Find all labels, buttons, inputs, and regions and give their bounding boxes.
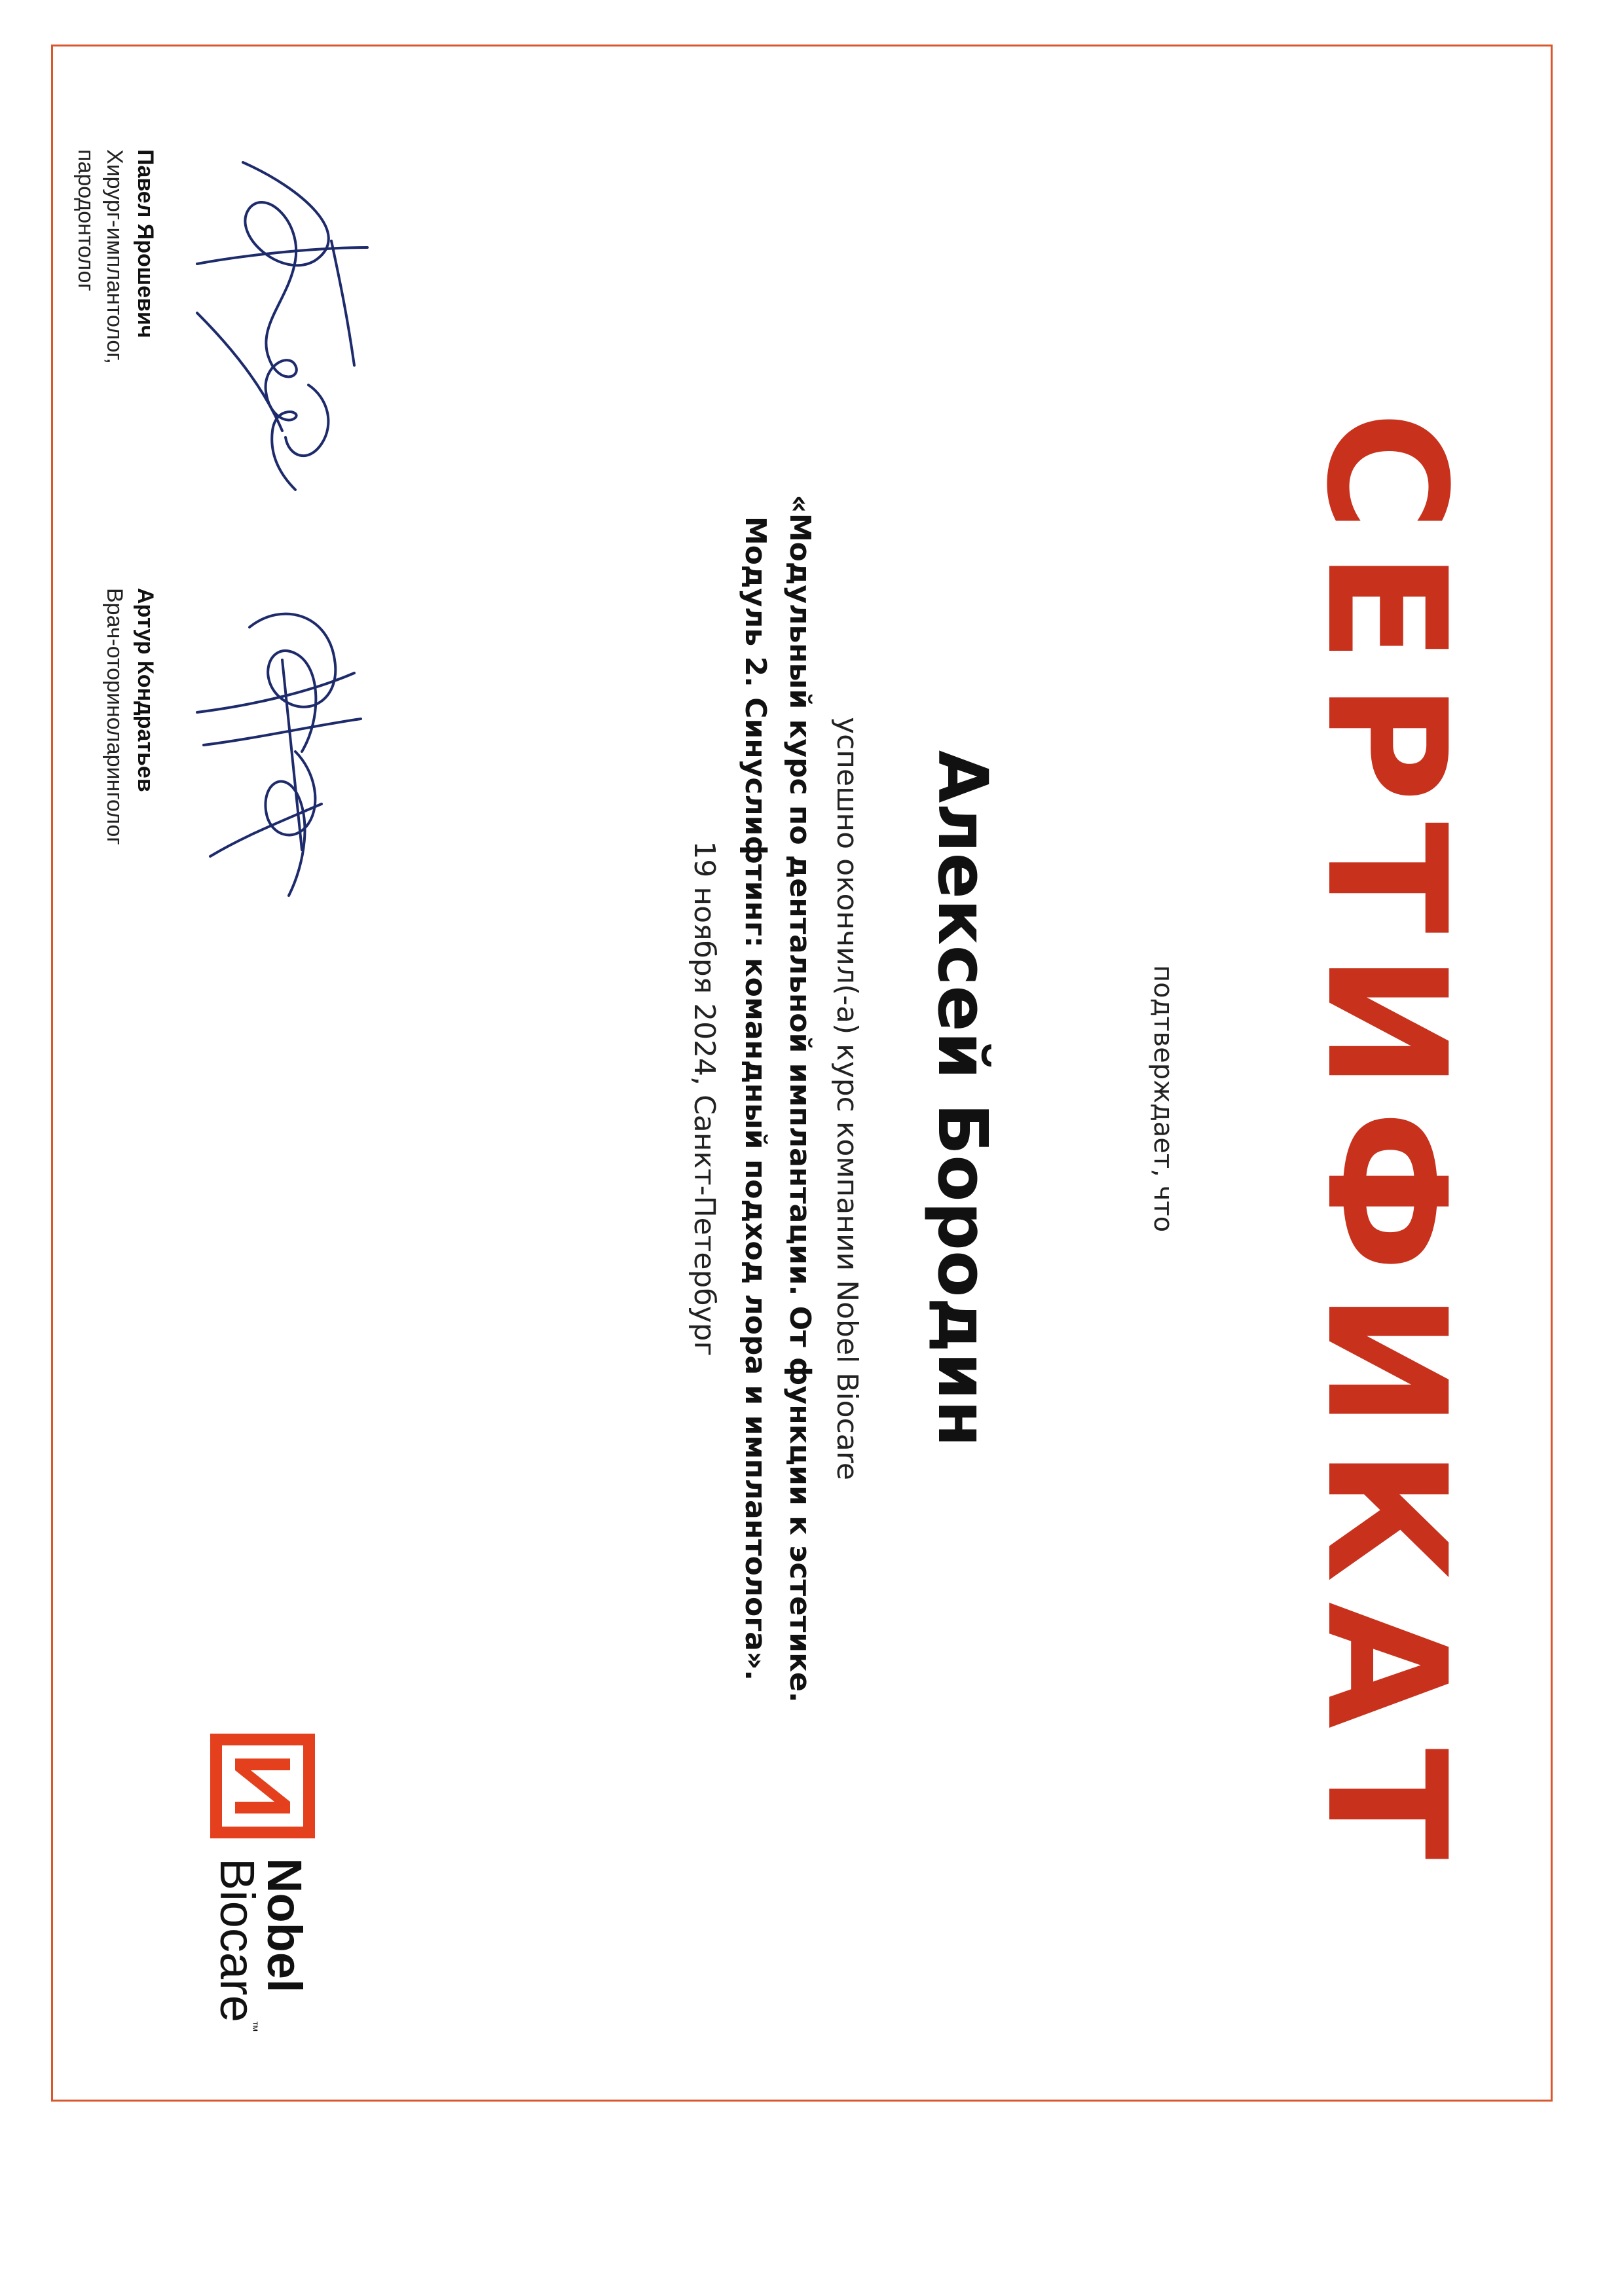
- signatory-1-role-line-1: Хирург-имплантолог,: [102, 149, 127, 364]
- signatory-2-role-line-1: Врач-оториноларинголог: [102, 588, 127, 845]
- course-title-line-2: Модуль 2. Синуслифтинг: командный подход лора и имплантолога».: [739, 516, 772, 1681]
- date-and-place: 19 ноября 2024, Санкт-Петербург: [688, 841, 721, 1357]
- signature-1-icon: [177, 149, 394, 516]
- completed-text: успешно окончил(-а) курс компании Nobel Biocare: [830, 717, 864, 1480]
- confirms-text: подтверждает, что: [1148, 964, 1178, 1233]
- logo-trademark: ™: [247, 2020, 260, 2032]
- certificate-content: [51, 45, 1553, 2102]
- nobel-biocare-logo-mark-icon: [210, 1734, 315, 1838]
- logo-word-nobel: Nobel: [257, 1858, 312, 1993]
- nobel-biocare-logo: [204, 1734, 315, 2032]
- course-title: [733, 411, 822, 1786]
- certificate-title: СЕРТИФИКАТ: [1291, 411, 1481, 1880]
- signature-2-icon: [177, 588, 394, 955]
- signatory-1-name: Павел Ярошевич: [133, 149, 158, 338]
- logo-word-biocare: Biocare: [210, 1858, 265, 2022]
- signatory-2-role: [100, 588, 129, 981]
- signatory-1-role: [71, 149, 129, 542]
- signatory-1-role-line-2: пародонтолог: [73, 149, 98, 291]
- course-title-line-1: «Модульный курс по дентальной имплантации. От функции к эстетике.: [783, 494, 817, 1703]
- recipient-name: Алексей Бородин: [923, 750, 1003, 1448]
- signatory-2-name: Артур Кондратьев: [133, 588, 158, 792]
